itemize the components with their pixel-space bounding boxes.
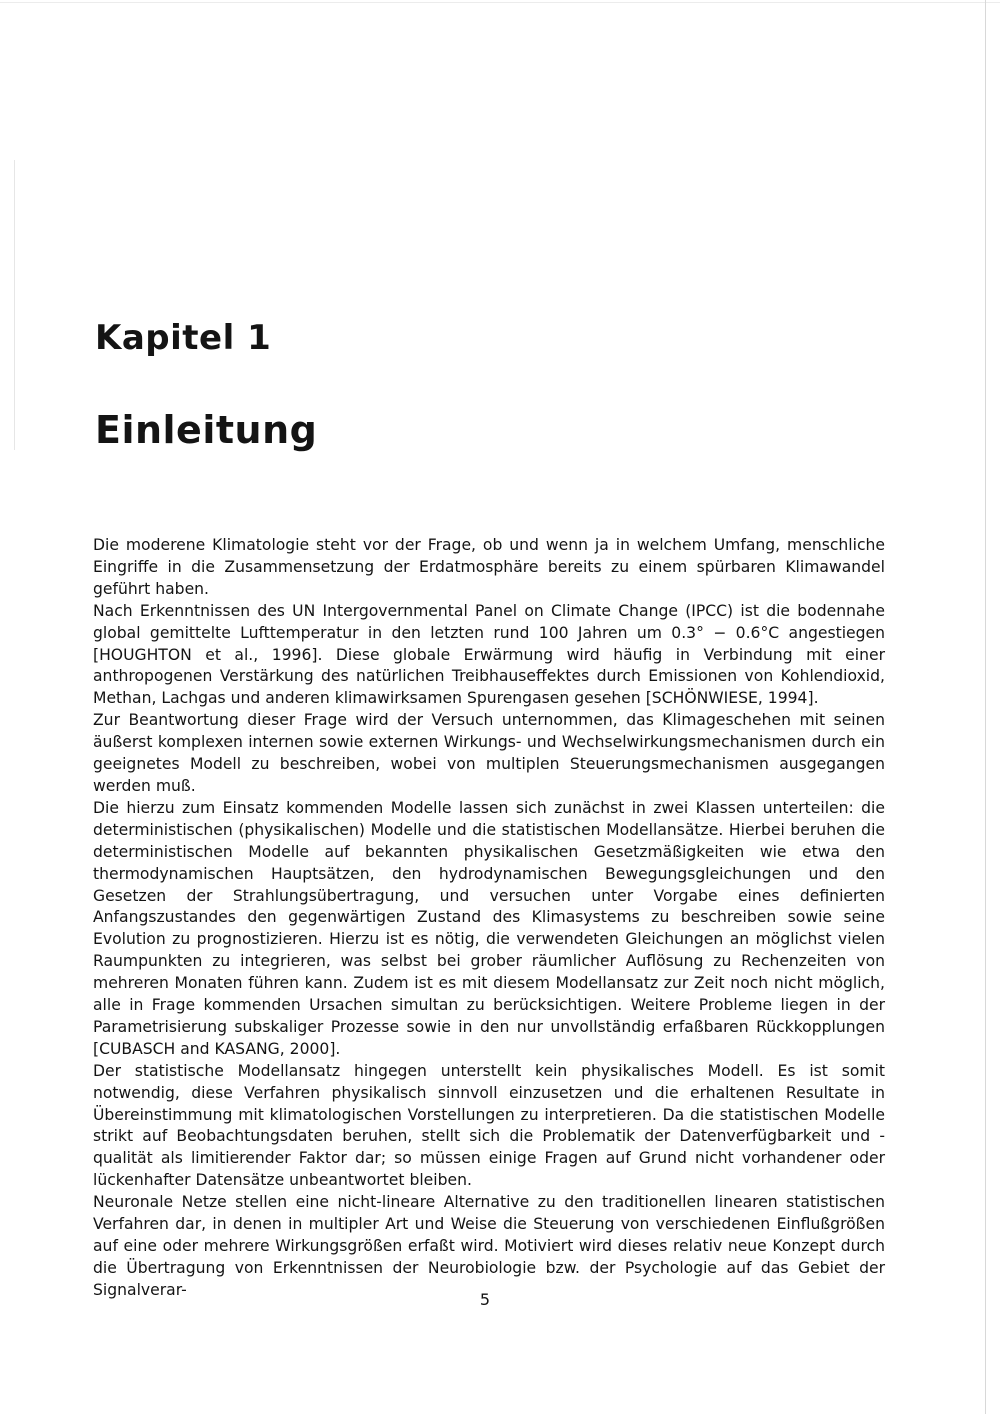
paragraph-3: Zur Beantwortung dieser Frage wird der Versuch unternommen, das Klimageschehen mit seinen äußerst komplexen internen sowie externen Wirkungs- und Wechselwirkungsmechanismen durch ein geeignetes Modell zu beschreiben, wobei von multiplen Steuerungsmechanismen ausgegangen werden muß. [93,711,885,795]
body-text [93,535,885,1302]
chapter-label: Kapitel 1 [95,318,272,358]
paragraph-4: Die hierzu zum Einsatz kommenden Modelle lassen sich zunächst in zwei Klassen unterteilen: die deterministischen (physikalischen) Modelle und die statistischen Modellansätze. Hierbei beruhen die deterministischen Modelle auf bekannten physikalischen Gesetzmäßigkeiten wie etwa den thermodynamischen Hauptsätzen, den hydrodynamischen Bewegungsgleichungen und den Gesetzen der Strahlungsübertragung, und versuchen unter Vorgabe eines definierten Anfangszustandes den gegenwärtigen Zustand des Klimasystems zu beschreiben sowie seine Evolution zu prognostizieren. Hierzu ist es nötig, die verwendeten Gleichungen an möglichst vielen Raumpunkten zu integrieren, was selbst bei grober räumlicher Auflösung zu Rechenzeiten von mehreren Monaten führen kann. Zudem ist es mit diesem Modellansatz zur Zeit noch nicht möglich, alle in Frage kommenden Ursachen simultan zu berücksichtigen. Weitere Probleme liegen in der Parametrisierung subskaliger Prozesse sowie in den nur unvollständig erfaßbaren Rückkopplungen [CUBASCH and KASANG, 2000]. [93,798,885,1058]
scan-edge-top [0,2,1000,3]
chapter-title: Einleitung [95,408,318,452]
paragraph-5: Der statistische Modellansatz hingegen unterstellt kein physikalisches Modell. Es ist somit notwendig, diese Verfahren physikalisch sinnvoll einzusetzen und die erhaltenen Resultate in Übereinstimmung mit klimatologischen Vorstellungen zu interpretieren. Da die statistischen Modelle strikt auf Beobachtungsdaten beruhen, stellt sich die Problematik der Datenverfügbarkeit und -qualität als limitierender Faktor dar; so müssen einige Fragen auf Grund nicht vorhandener oder lückenhafter Datensätze unbeantwortet bleiben. [93,1061,885,1190]
scan-edge-left [14,160,15,450]
paragraph-6: Neuronale Netze stellen eine nicht-lineare Alternative zu den traditionellen linearen statistischen Verfahren dar, in denen in multipler Art und Weise die Steuerung von verschiedenen Einflußgrößen auf eine oder mehrere Wirkungsgrößen erfaßt wird. Motiviert wird dieses relativ neue Konzept durch die Übertragung von Erkenntnissen der Neurobiologie bzw. der Psychologie auf das Gebiet der Signalverar- [93,1193,885,1299]
paragraph-2: Nach Erkenntnissen des UN Intergovernmental Panel on Climate Change (IPCC) ist die bodennahe global gemittelte Lufttemperatur in den letzten rund 100 Jahren um 0.3° − 0.6°C angestiegen [HOUGHTON et al., 1996]. Diese globale Erwärmung wird häufig in Verbindung mit einer anthropogenen Verstärkung des natürlichen Treibhauseffektes durch Emissionen von Kohlendioxid, Methan, Lachgas und anderen klimawirksamen Spurengasen gesehen [SCHÖNWIESE, 1994]. [93,601,885,708]
page-number: 5 [479,1290,491,1309]
paragraph-1: Die moderene Klimatologie steht vor der Frage, ob und wenn ja in welchem Umfang, menschliche Eingriffe in die Zusammensetzung der Erdatmosphäre bereits zu einem spürbaren Klimawandel geführt haben. [93,536,885,598]
scan-edge-right [985,0,986,1414]
